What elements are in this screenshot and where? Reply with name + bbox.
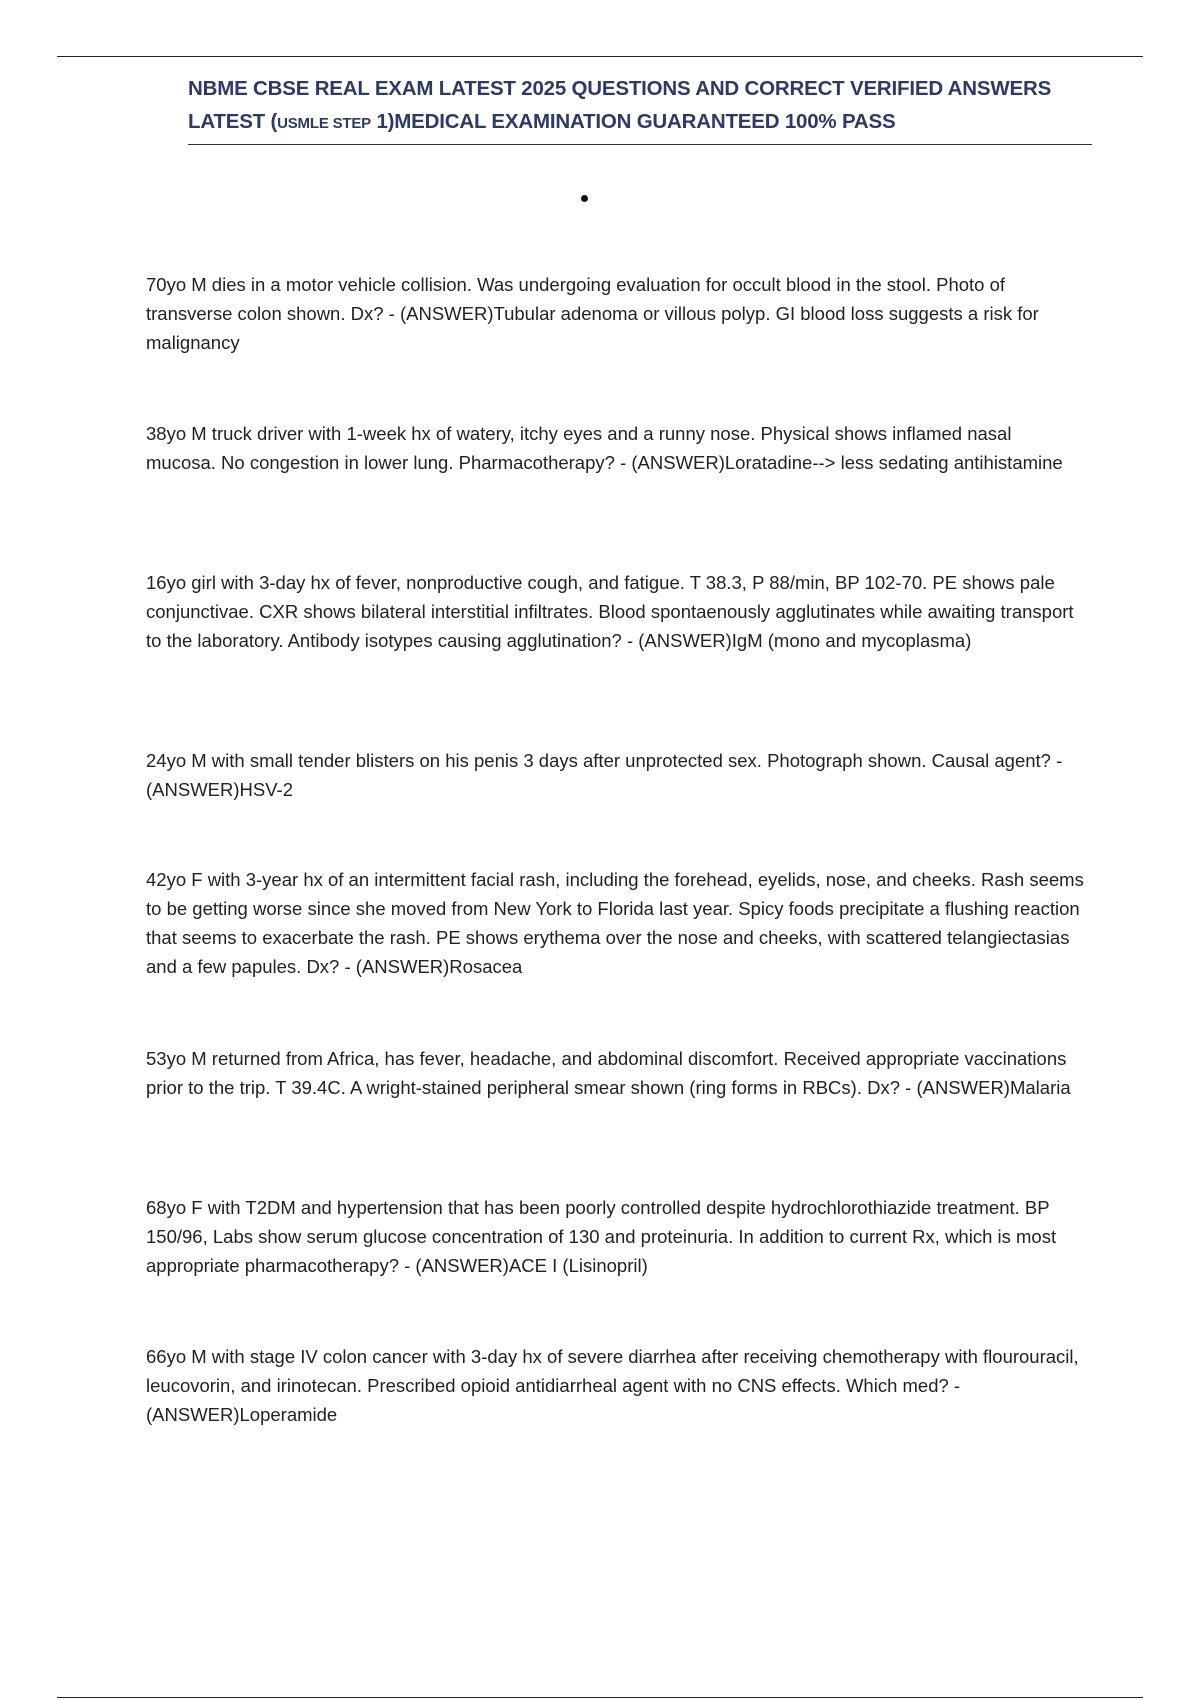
qa-item: 38yo M truck driver with 1-week hx of watery, itchy eyes and a runny nose. Physical shows inflamed nasal mucosa. No congestion in lower lung. Pharmacotherapy? - (ANSWER)Loratadine--> less sedating antihistamine: [146, 423, 1063, 473]
qa-item: 42yo F with 3-year hx of an intermittent facial rash, including the forehead, eyelids, nose, and cheeks. Rash seems to be getting worse since she moved from New York to Florida last year. Spicy foods precipitate a flushing reaction that seems to exacerbate the rash. PE shows erythema over the nose and cheeks, with scattered telangiectasias and a few papules. Dx? - (ANSWER)Rosacea: [146, 869, 1084, 977]
qa-item: 68yo F with T2DM and hypertension that has been poorly controlled despite hydrochlorothiazide treatment. BP 150/96, Labs show serum glucose concentration of 130 and proteinuria. In addition to current Rx, which is most appropriate pharmacotherapy? - (ANSWER)ACE I (Lisinopril): [146, 1197, 1057, 1276]
qa-item: 66yo M with stage IV colon cancer with 3-day hx of severe diarrhea after receiving chemotherapy with flourouracil, leucovorin, and irinotecan. Prescribed opioid antidiarrheal agent with no CNS effects. Which med? - (ANSWER)Loperamide: [146, 1346, 1079, 1425]
header-line-2-smallcaps: USMLE STEP: [277, 115, 371, 132]
qa-item: 24yo M with small tender blisters on his penis 3 days after unprotected sex. Photograph shown. Causal agent? - (ANSWER)HSV-2: [146, 750, 1063, 800]
header-title-line-2: [188, 105, 1092, 140]
document-header: [188, 72, 1092, 145]
qa-item: 70yo M dies in a motor vehicle collision. Was undergoing evaluation for occult blood in the stool. Photo of transverse colon shown. Dx? - (ANSWER)Tubular adenoma or villous polyp. GI blood loss suggests a risk for malignancy: [146, 274, 1039, 353]
qa-item: 16yo girl with 3-day hx of fever, nonproductive cough, and fatigue. T 38.3, P 88/min, BP 102-70. PE shows pale conjunctivae. CXR shows bilateral interstitial infiltrates. Blood spontaenously agglutinates while awaiting transport to the laboratory. Antibody isotypes causing agglutination? - (ANSWER)IgM (mono and mycoplasma): [146, 572, 1074, 651]
header-line-2-prefix: LATEST (: [188, 110, 278, 133]
header-line-2-suffix: 1)MEDICAL EXAMINATION GUARANTEED 100% PASS: [370, 110, 896, 133]
qa-item: 53yo M returned from Africa, has fever, headache, and abdominal discomfort. Received appropriate vaccinations prior to the trip. T 39.4C. A wright-stained peripheral smear shown (ring forms in RBCs). Dx? - (ANSWER)Malaria: [146, 1048, 1071, 1098]
top-rule: [57, 56, 1143, 57]
header-title-line-1: NBME CBSE REAL EXAM LATEST 2025 QUESTIONS AND CORRECT VERIFIED ANSWERS: [188, 77, 1052, 100]
bullet-point: [581, 195, 588, 202]
bottom-rule: [57, 1697, 1143, 1698]
